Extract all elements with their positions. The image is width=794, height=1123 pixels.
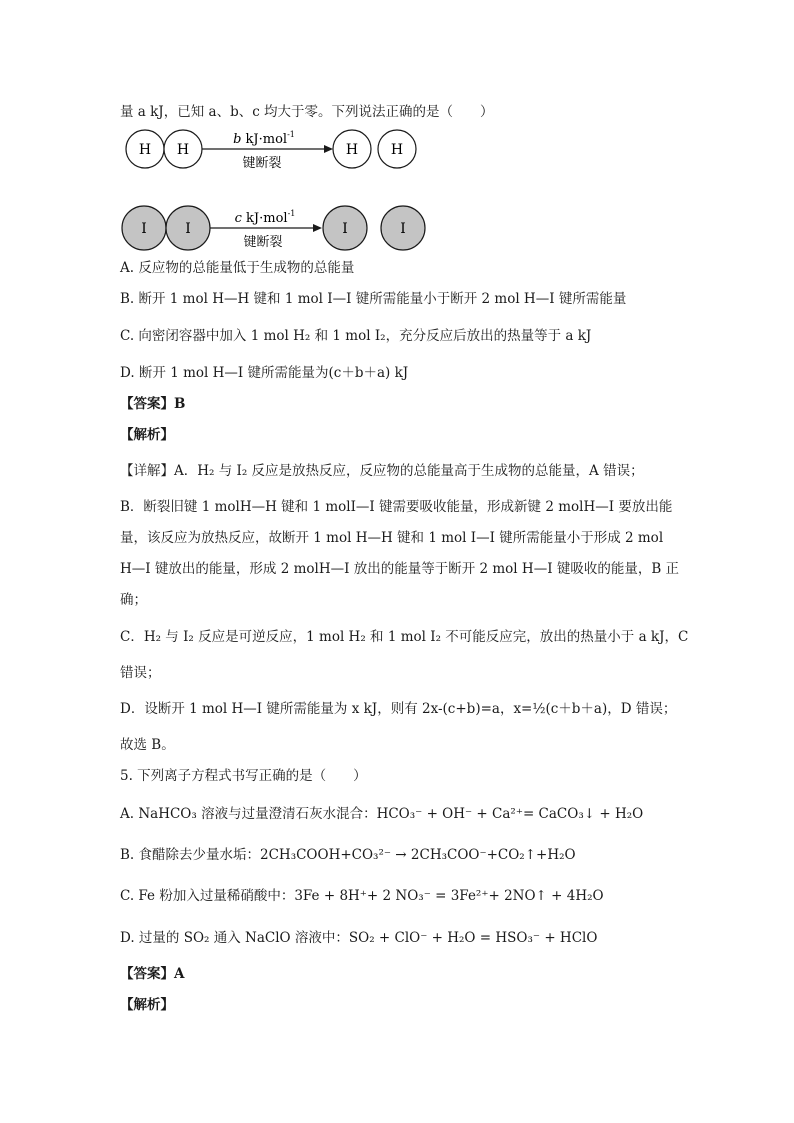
- q4-detail-line: C．H₂ 与 I₂ 反应是可逆反应，1 mol H₂ 和 1 mol I₂ 不可能反应完，放出的热量小于 a kJ，C: [120, 629, 689, 645]
- h-atom-label: H: [345, 142, 359, 158]
- q4-detail-line: 确；: [120, 592, 147, 608]
- h-h-bond-energy: b kJ·mol$^{-1}$: [233, 130, 295, 147]
- i-atom-label: I: [141, 221, 147, 237]
- q4-option-c: C. 向密闭容器中加入 1 mol H₂ 和 1 mol I₂，充分反应后放出的热量等于 a kJ: [120, 328, 592, 344]
- q5-analysis-heading: 【解析】: [120, 997, 174, 1013]
- q4-analysis-heading: 【解析】: [120, 427, 174, 443]
- bond-energy-diagram: [120, 125, 440, 255]
- q4-detail-line: 【详解】A．H₂ 与 I₂ 反应是放热反应，反应物的总能量高于生成物的总能量，A 错误；: [120, 463, 644, 479]
- q4-detail-line: H—I 键放出的能量，形成 2 molH—I 放出的能量等于断开 2 mol H—I 键吸收的能量，B 正: [120, 561, 680, 577]
- q5-stem: 5. 下列离子方程式书写正确的是（ ）: [120, 768, 367, 784]
- h-atom-label: H: [176, 142, 190, 158]
- i-atom-label: I: [185, 221, 191, 237]
- q4-detail-line: 量，该反应为放热反应，故断开 1 mol H—H 键和 1 mol I—I 键所需能量小于形成 2 mol: [120, 530, 664, 546]
- q4-option-d: D. 断开 1 mol H—I 键所需能量为(c＋b＋a) kJ: [120, 365, 409, 381]
- q5-option-c: C. Fe 粉加入过量稀硝酸中：3Fe + 8H⁺+ 2 NO₃⁻ = 3Fe²⁺+ 2NO↑ + 4H₂O: [120, 888, 604, 904]
- h2-bond-break-row: [126, 130, 416, 171]
- arrow-head: [313, 224, 322, 232]
- i-i-bond-energy: c kJ·mol$^{-1}$: [234, 209, 296, 226]
- q5-option-b: B. 食醋除去少量水垢：2CH₃COOH+CO₃²⁻ → 2CH₃COO⁻+CO₂↑+H₂O: [120, 847, 576, 863]
- arrow-head: [324, 145, 333, 153]
- h-atom-label: H: [390, 142, 404, 158]
- q4-option-a: A. 反应物的总能量低于生成物的总能量: [120, 260, 355, 276]
- bond-break-label: 键断裂: [242, 156, 282, 171]
- h-atom-label: H: [138, 142, 152, 158]
- q4-detail-line: D．设断开 1 mol H—I 键所需能量为 x kJ，则有 2x-(c+b)=a，x=½(c＋b＋a)，D 错误；: [120, 701, 677, 717]
- i-atom-label: I: [400, 221, 406, 237]
- i-atom-label: I: [342, 221, 348, 237]
- q5-option-d: D. 过量的 SO₂ 通入 NaClO 溶液中：SO₂ + ClO⁻ + H₂O = HSO₃⁻ + HClO: [120, 930, 598, 946]
- question-4-stem-tail: 量 a kJ，已知 a、b、c 均大于零。下列说法正确的是（ ）: [120, 104, 494, 120]
- q4-detail-line: 故选 B。: [120, 737, 175, 753]
- q4-detail-line: B．断裂旧键 1 molH—H 键和 1 molI—I 键需要吸收能量，形成新键 2 molH—I 要放出能: [120, 499, 673, 515]
- q4-option-b: B. 断开 1 mol H—H 键和 1 mol I—I 键所需能量小于断开 2 mol H—I 键所需能量: [120, 291, 627, 307]
- i2-bond-break-row: [122, 206, 425, 250]
- q5-answer: 【答案】A: [120, 966, 185, 982]
- q4-detail-line: 错误；: [120, 665, 161, 681]
- bond-break-label: 键断裂: [243, 235, 283, 250]
- q5-option-a: A. NaHCO₃ 溶液与过量澄清石灰水混合：HCO₃⁻ + OH⁻ + Ca²⁺= CaCO₃↓ + H₂O: [120, 806, 644, 822]
- q4-answer: 【答案】B: [120, 396, 186, 412]
